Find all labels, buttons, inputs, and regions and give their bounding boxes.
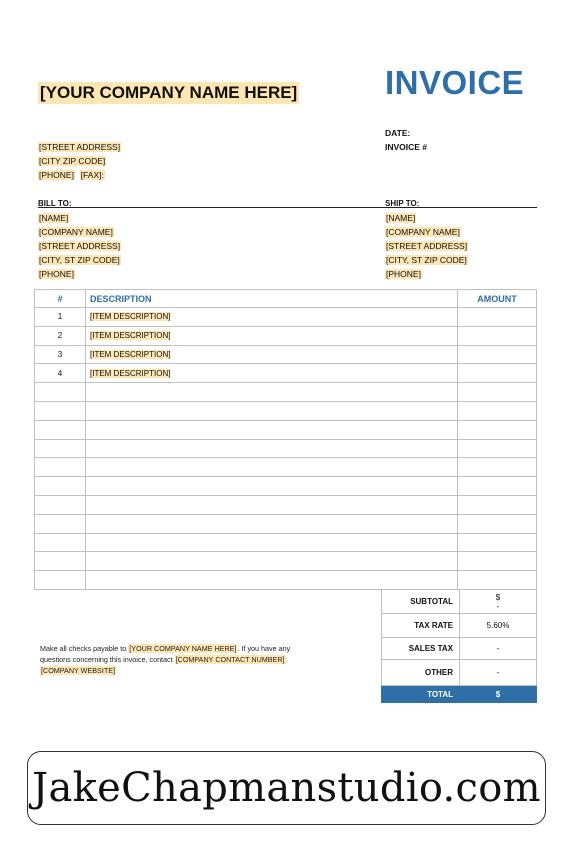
ship-to-block: [385, 196, 468, 280]
note-website: [COMPANY WEBSITE]: [41, 666, 116, 675]
item-description[interactable]: [86, 364, 458, 383]
bill-to-block: [38, 196, 121, 280]
note-text-2: . If you have any questions concerning this invoice, contact: [40, 644, 291, 664]
company-phone: [PHONE]: [39, 169, 74, 180]
item-description-text: [ITEM DESCRIPTION]: [90, 368, 171, 378]
item-number[interactable]: [35, 571, 86, 590]
item-number[interactable]: 1: [35, 308, 86, 327]
item-amount[interactable]: [458, 383, 537, 402]
item-description[interactable]: [86, 439, 458, 458]
note-company: [YOUR COMPANY NAME HERE]: [129, 644, 237, 653]
note-text-1: Make all checks payable to: [40, 644, 129, 653]
item-amount[interactable]: [458, 401, 537, 420]
company-name: [YOUR COMPANY NAME HERE]: [40, 83, 298, 102]
subtotal-label: SUBTOTAL: [382, 590, 460, 614]
sales-tax-value: -: [460, 638, 537, 660]
item-number[interactable]: [35, 495, 86, 514]
ship-to-company: [COMPANY NAME]: [386, 226, 460, 237]
item-amount[interactable]: [458, 458, 537, 477]
item-description[interactable]: [86, 571, 458, 590]
table-row: [35, 477, 537, 496]
total-label: TOTAL: [382, 686, 460, 703]
column-header-description: DESCRIPTION: [86, 290, 458, 308]
subtotal-amount: -: [496, 601, 500, 611]
item-amount[interactable]: [458, 345, 537, 364]
table-row: [35, 364, 537, 383]
table-row: [35, 495, 537, 514]
item-amount[interactable]: [458, 552, 537, 571]
item-number[interactable]: [35, 533, 86, 552]
tax-rate-row: [382, 614, 537, 638]
item-description[interactable]: [86, 514, 458, 533]
item-description[interactable]: [86, 533, 458, 552]
table-row: [35, 383, 537, 402]
ship-to-heading: SHIP TO:: [385, 198, 420, 208]
bill-to-heading: BILL TO:: [38, 198, 72, 208]
watermark-text: JakeChapmanstudio.com: [32, 765, 541, 811]
item-description[interactable]: [86, 477, 458, 496]
table-row: [35, 571, 537, 590]
item-description[interactable]: [86, 552, 458, 571]
item-amount[interactable]: [458, 571, 537, 590]
ship-to-phone: [PHONE]: [386, 268, 421, 279]
tax-rate-value[interactable]: 5.60%: [460, 614, 537, 638]
item-amount[interactable]: [458, 364, 537, 383]
item-description[interactable]: [86, 420, 458, 439]
total-row: [382, 686, 537, 703]
invoice-number-label: INVOICE #: [385, 141, 428, 152]
date-label: DATE:: [385, 128, 411, 138]
item-amount[interactable]: [458, 495, 537, 514]
item-number[interactable]: [35, 514, 86, 533]
totals-table: [381, 589, 537, 703]
table-row: [35, 533, 537, 552]
item-number[interactable]: 4: [35, 364, 86, 383]
table-row: [35, 439, 537, 458]
bill-to-street: [STREET ADDRESS]: [39, 240, 121, 251]
ship-to-street: [STREET ADDRESS]: [386, 240, 468, 251]
total-value: $: [460, 686, 537, 703]
item-description-text: [ITEM DESCRIPTION]: [90, 331, 171, 341]
table-row: [35, 552, 537, 571]
item-amount[interactable]: [458, 439, 537, 458]
item-description[interactable]: [86, 495, 458, 514]
item-description[interactable]: [86, 308, 458, 327]
item-number[interactable]: [35, 458, 86, 477]
bill-to-name: [NAME]: [39, 212, 69, 223]
bill-to-phone: [PHONE]: [39, 268, 74, 279]
table-row: [35, 401, 537, 420]
subtotal-currency: $: [495, 592, 501, 602]
sales-tax-label: SALES TAX: [382, 638, 460, 660]
tax-rate-label: TAX RATE: [382, 614, 460, 638]
item-number[interactable]: [35, 420, 86, 439]
item-number[interactable]: 3: [35, 345, 86, 364]
column-header-amount: AMOUNT: [458, 290, 537, 308]
ship-to-name: [NAME]: [386, 212, 416, 223]
bill-to-company: [COMPANY NAME]: [39, 226, 113, 237]
item-description-text: [ITEM DESCRIPTION]: [90, 312, 171, 322]
ship-to-city: [CITY, ST ZIP CODE]: [386, 254, 467, 265]
item-amount[interactable]: [458, 533, 537, 552]
invoice-meta: [385, 127, 427, 154]
item-number[interactable]: [35, 552, 86, 571]
item-amount[interactable]: [458, 477, 537, 496]
bill-to-city: [CITY, ST ZIP CODE]: [39, 254, 120, 265]
items-table: [34, 289, 537, 590]
item-description[interactable]: [86, 401, 458, 420]
company-address: [38, 139, 121, 181]
watermark-banner: [27, 751, 546, 825]
item-amount[interactable]: [458, 514, 537, 533]
item-number[interactable]: [35, 439, 86, 458]
table-row: [35, 308, 537, 327]
note-contact: [COMPANY CONTACT NUMBER]: [175, 655, 285, 664]
table-row: [35, 420, 537, 439]
item-description[interactable]: [86, 458, 458, 477]
table-row: [35, 326, 537, 345]
table-row: [35, 345, 537, 364]
invoice-title: INVOICE: [385, 64, 525, 101]
item-number[interactable]: [35, 477, 86, 496]
sales-tax-row: [382, 638, 537, 660]
item-number[interactable]: [35, 401, 86, 420]
table-row: [35, 458, 537, 477]
address-divider: [38, 207, 537, 208]
item-description[interactable]: [86, 383, 458, 402]
other-label: OTHER: [382, 660, 460, 686]
other-row: [382, 660, 537, 686]
company-city: [CITY ZIP CODE]: [39, 155, 106, 166]
column-header-num: #: [35, 290, 86, 308]
item-amount[interactable]: [458, 326, 537, 345]
item-amount[interactable]: [458, 308, 537, 327]
item-number[interactable]: [35, 383, 86, 402]
subtotal-value: [460, 590, 537, 614]
item-number[interactable]: 2: [35, 326, 86, 345]
item-description[interactable]: [86, 326, 458, 345]
company-street: [STREET ADDRESS]: [39, 141, 121, 152]
subtotal-row: [382, 590, 537, 614]
company-fax: [FAX]:: [80, 169, 104, 180]
table-row: [35, 514, 537, 533]
item-description[interactable]: [86, 345, 458, 364]
items-header-row: [35, 290, 537, 308]
other-value[interactable]: -: [460, 660, 537, 686]
item-description-text: [ITEM DESCRIPTION]: [90, 349, 171, 359]
payment-note: [40, 643, 305, 676]
item-amount[interactable]: [458, 420, 537, 439]
items-body: [35, 308, 537, 590]
